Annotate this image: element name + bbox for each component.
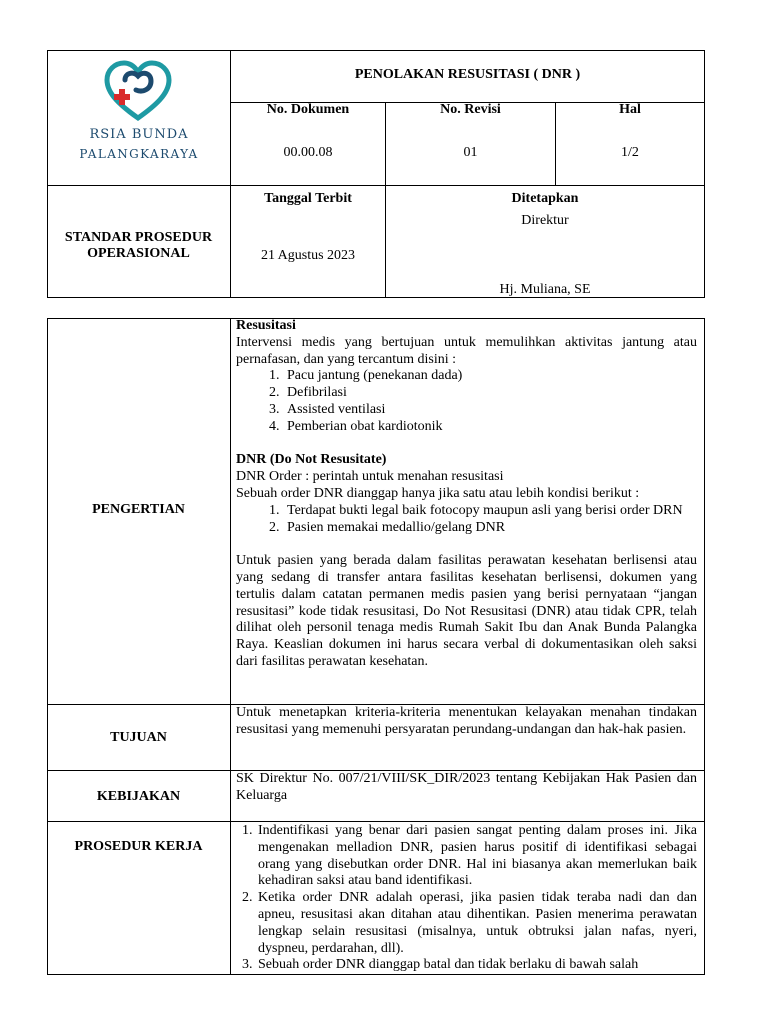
- hospital-logo-icon: [103, 60, 173, 122]
- list-item: 1. Indentifikasi yang benar dari pasien sangat penting dalam proses ini. Jika mengenakan melladion DNR, pasien harus positif di identifikasi sebagai orang yang disebutkan order DNR. Hal ini biasanya akan memerlukan baik kehadiran saksi atau band identifikasi.: [256, 823, 697, 890]
- list-item: 3. Assisted ventilasi: [283, 402, 697, 419]
- kebijakan-content: [236, 771, 697, 805]
- resusitasi-heading: Resusitasi: [236, 318, 296, 333]
- logo-text-line1: RSIA BUNDA: [89, 127, 189, 142]
- table-border: [47, 50, 48, 298]
- list-item: 3. Sebuah order DNR dianggap batal dan tidak berlaku di bawah salah: [256, 957, 697, 974]
- sop-content-table: [47, 318, 705, 975]
- list-item: 2. Pasien memakai medallio/gelang DNR: [283, 520, 697, 537]
- list-item: 4. Pemberian obat kardiotonik: [283, 419, 697, 436]
- hal-label: Hal: [619, 102, 641, 117]
- list-item: 2. Defibrilasi: [283, 385, 697, 402]
- list-item: 1. Pacu jantung (penekanan dada): [283, 368, 697, 385]
- prosedur-list: [236, 823, 697, 974]
- tujuan-label: TUJUAN: [110, 730, 167, 745]
- kebijakan-text: SK Direktur No. 007/21/VIII/SK_DIR/2023 tentang Kebijakan Hak Pasien dan Keluarga: [236, 771, 697, 803]
- logo-text-line2: PALANGKARAYA: [79, 147, 199, 161]
- no-dokumen-label: No. Dokumen: [266, 102, 350, 117]
- no-revisi-label: No. Revisi: [440, 102, 501, 117]
- pengertian-content: [236, 318, 697, 671]
- prosedur-kerja-label: PROSEDUR KERJA: [74, 839, 203, 854]
- table-border: [47, 50, 705, 51]
- table-border: [704, 50, 705, 298]
- prosedur-content: [236, 823, 697, 974]
- table-border: [47, 318, 48, 975]
- kebijakan-label: KEBIJAKAN: [96, 789, 181, 804]
- dnr-heading: DNR (Do Not Resusitate): [236, 452, 387, 468]
- pengertian-paragraph: Untuk pasien yang berada dalam fasilitas perawatan kesehatan berlisensi atau yang sedang di transfer antara fasilitas kesehatan berlisensi, dokumen yang tertulis dalam catatan permanen medis pasien yang berisi pernyataan “jangan resusitasi” kode tidak resusitasi, Do Not Resusitasi (DNR) atau tidak CPR, telah dilihat oleh personil tenaga medis Rumah Sakit Ibu dan Anak Bunda Palangka Raya. Keaslian dokumen ini harus secara verbal di dokumentasikan oleh saksi dari fasilitas perawatan kesehatan.: [236, 553, 697, 669]
- tujuan-content: [236, 705, 697, 739]
- ditetapkan-name: Hj. Muliana, SE: [499, 282, 591, 297]
- tanggal-terbit-label: Tanggal Terbit: [264, 191, 352, 206]
- blank-line: [236, 436, 697, 453]
- document-title: PENOLAKAN RESUSITASI ( DNR ): [354, 67, 581, 82]
- hal-value: 1/2: [621, 145, 639, 160]
- dnr-intro: Sebuah order DNR dianggap hanya jika satu atau lebih kondisi berikut :: [236, 485, 640, 501]
- pengertian-label: PENGERTIAN: [92, 502, 185, 517]
- dnr-list: [236, 503, 697, 537]
- ditetapkan-label: Ditetapkan: [511, 191, 579, 206]
- resusitasi-intro: Intervensi medis yang bertujuan untuk memulihkan aktivitas jantung atau pernafasan, dan yang tercantum disini :: [236, 334, 697, 367]
- tujuan-text: Untuk menetapkan kriteria-kriteria menentukan kelayakan menahan tindakan resusitasi yang memenuhi persyaratan perundang-undangan dan hak-hak pasien.: [236, 705, 697, 737]
- tanggal-terbit-value: 21 Agustus 2023: [260, 248, 356, 263]
- blank-line: [236, 536, 697, 553]
- table-border: [47, 821, 705, 822]
- no-revisi-value: 01: [463, 145, 478, 160]
- list-item: 2. Ketika order DNR adalah operasi, jika pasien tidak teraba nadi dan dan apneu, resusitasi akan ditahan atau dihentikan. Pasien menerima perawatan lengkap selain resusitasi (misalnya, untuk obtruksi jalan nafas, nyeri, dyspneu, perdarahan, dll).: [256, 890, 697, 957]
- table-border: [704, 318, 705, 975]
- table-border: [230, 318, 231, 975]
- spo-label: STANDAR PROSEDUR OPERASIONAL: [64, 230, 213, 261]
- table-border: [47, 185, 705, 186]
- no-dokumen-value: 00.00.08: [283, 145, 333, 160]
- ditetapkan-role: Direktur: [521, 213, 569, 228]
- resusitasi-list: [236, 368, 697, 435]
- list-item: 1. Terdapat bukti legal baik fotocopy maupun asli yang berisi order DRN: [283, 503, 697, 520]
- dnr-order: DNR Order : perintah untuk menahan resusitasi: [236, 469, 504, 485]
